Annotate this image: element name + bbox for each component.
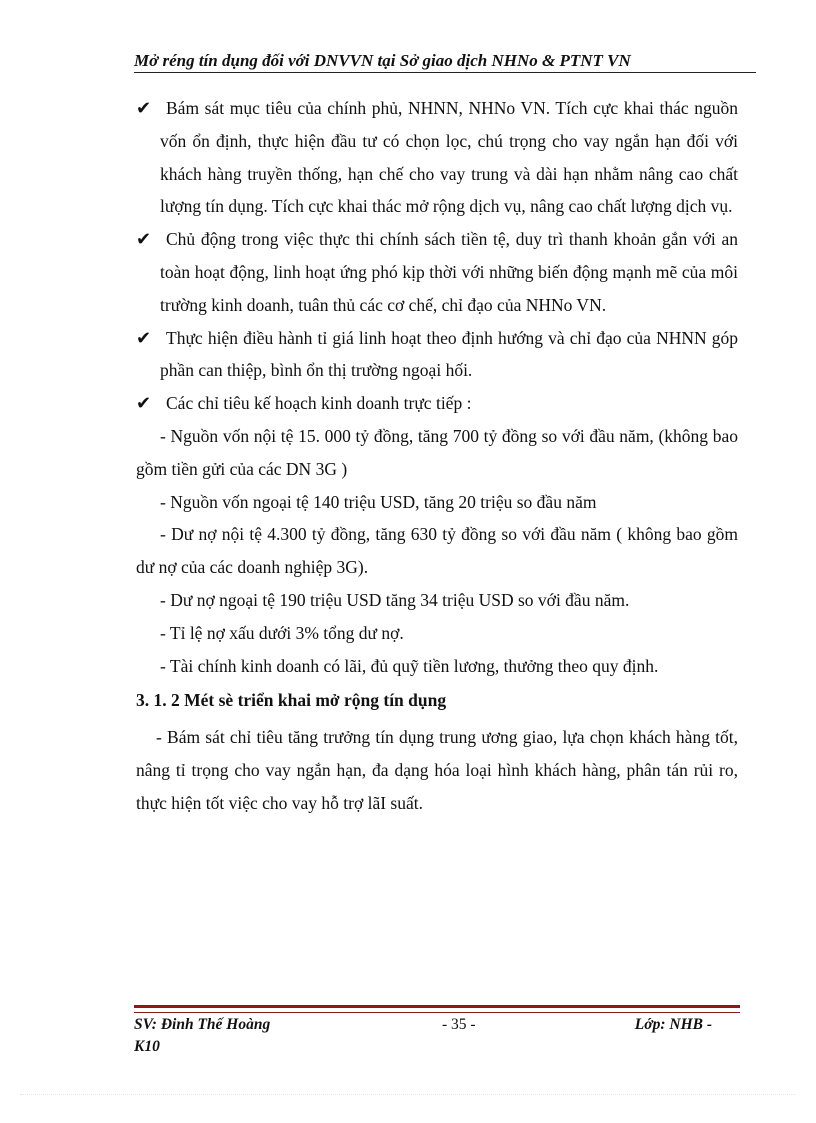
bullet-item	[136, 92, 738, 223]
bullet-text: Chủ động trong việc thực thi chính sách tiền tệ, duy trì thanh khoản gắn với an toàn hoạt động, linh hoạt ứng phó kịp thời với những biến động mạnh mẽ của môi trường kinh doanh, tuân thủ các cơ chế, chỉ đạo của NHNo VN.	[160, 229, 738, 315]
footer-student: SV: Đinh Thế Hoàng	[134, 1016, 271, 1033]
bullet-text: Bám sát mục tiêu của chính phủ, NHNN, NHNo VN. Tích cực khai thác nguồn vốn ổn định, thực hiện đầu tư có chọn lọc, chú trọng cho vay ngắn hạn đối với khách hàng truyền thống, hạn chế cho vay trung và dài hạn nhằm nâng cao chất lượng tín dụng. Tích cực khai thác mở rộng dịch vụ, nâng cao chất lượng dịch vụ.	[160, 98, 738, 217]
target-item: - Dư nợ ngoại tệ 190 triệu USD tăng 34 triệu USD so với đầu năm.	[160, 589, 630, 610]
checkmark-icon: ✔	[136, 229, 152, 251]
page-edge-divider	[20, 1094, 796, 1095]
checkmark-icon: ✔	[136, 393, 152, 415]
footer-divider	[134, 1005, 740, 1013]
page-body	[136, 92, 738, 820]
target-item: - Dư nợ nội tệ 4.300 tỷ đồng, tăng 630 tỷ đồng so với đầu năm ( không bao gồm dư nợ của các doanh nghiệp 3G).	[136, 524, 738, 578]
target-item: - Tài chính kinh doanh có lãi, đủ quỹ tiền lương, thưởng theo quy định.	[160, 655, 659, 676]
bullet-item	[136, 387, 738, 420]
page-header-title: Mở réng tín dụng đối với DNVVN tại Sở giao dịch NHNo & PTNT VN	[134, 50, 756, 73]
bullet-item	[136, 322, 738, 388]
bullet-item	[136, 223, 738, 321]
section-paragraph: - Bám sát chỉ tiêu tăng trưởng tín dụng trung ương giao, lựa chọn khách hàng tốt, nâng tỉ trọng cho vay ngắn hạn, đa dạng hóa loại hình khách hàng, phân tán rủi ro, thực hiện tốt việc cho vay hỗ trợ lãI suất.	[136, 727, 738, 813]
bullet-text: Các chỉ tiêu kế hoạch kinh doanh trực tiếp :	[166, 393, 472, 414]
checkmark-icon: ✔	[136, 327, 152, 349]
section-heading: 3. 1. 2 Mét sè triển khai mở rộng tín dụng	[136, 690, 447, 711]
footer-class: Lớp: NHB -	[634, 1016, 712, 1033]
footer-student-cont: K10	[134, 1038, 160, 1055]
target-item: - Tỉ lệ nợ xấu dưới 3% tổng dư nợ.	[160, 622, 404, 643]
target-item: - Nguồn vốn nội tệ 15. 000 tỷ đồng, tăng 700 tỷ đồng so với đầu năm, (không bao gồm tiền gửi của các DN 3G )	[136, 425, 738, 479]
bullet-text: Thực hiện điều hành tỉ giá linh hoạt theo định hướng và chỉ đạo của NHNN góp phần can thiệp, bình ổn thị trường ngoại hối.	[160, 327, 738, 381]
target-item: - Nguồn vốn ngoại tệ 140 triệu USD, tăng 20 triệu so đầu năm	[160, 491, 597, 512]
page-number: - 35 -	[442, 1016, 476, 1033]
checkmark-icon: ✔	[136, 98, 152, 119]
